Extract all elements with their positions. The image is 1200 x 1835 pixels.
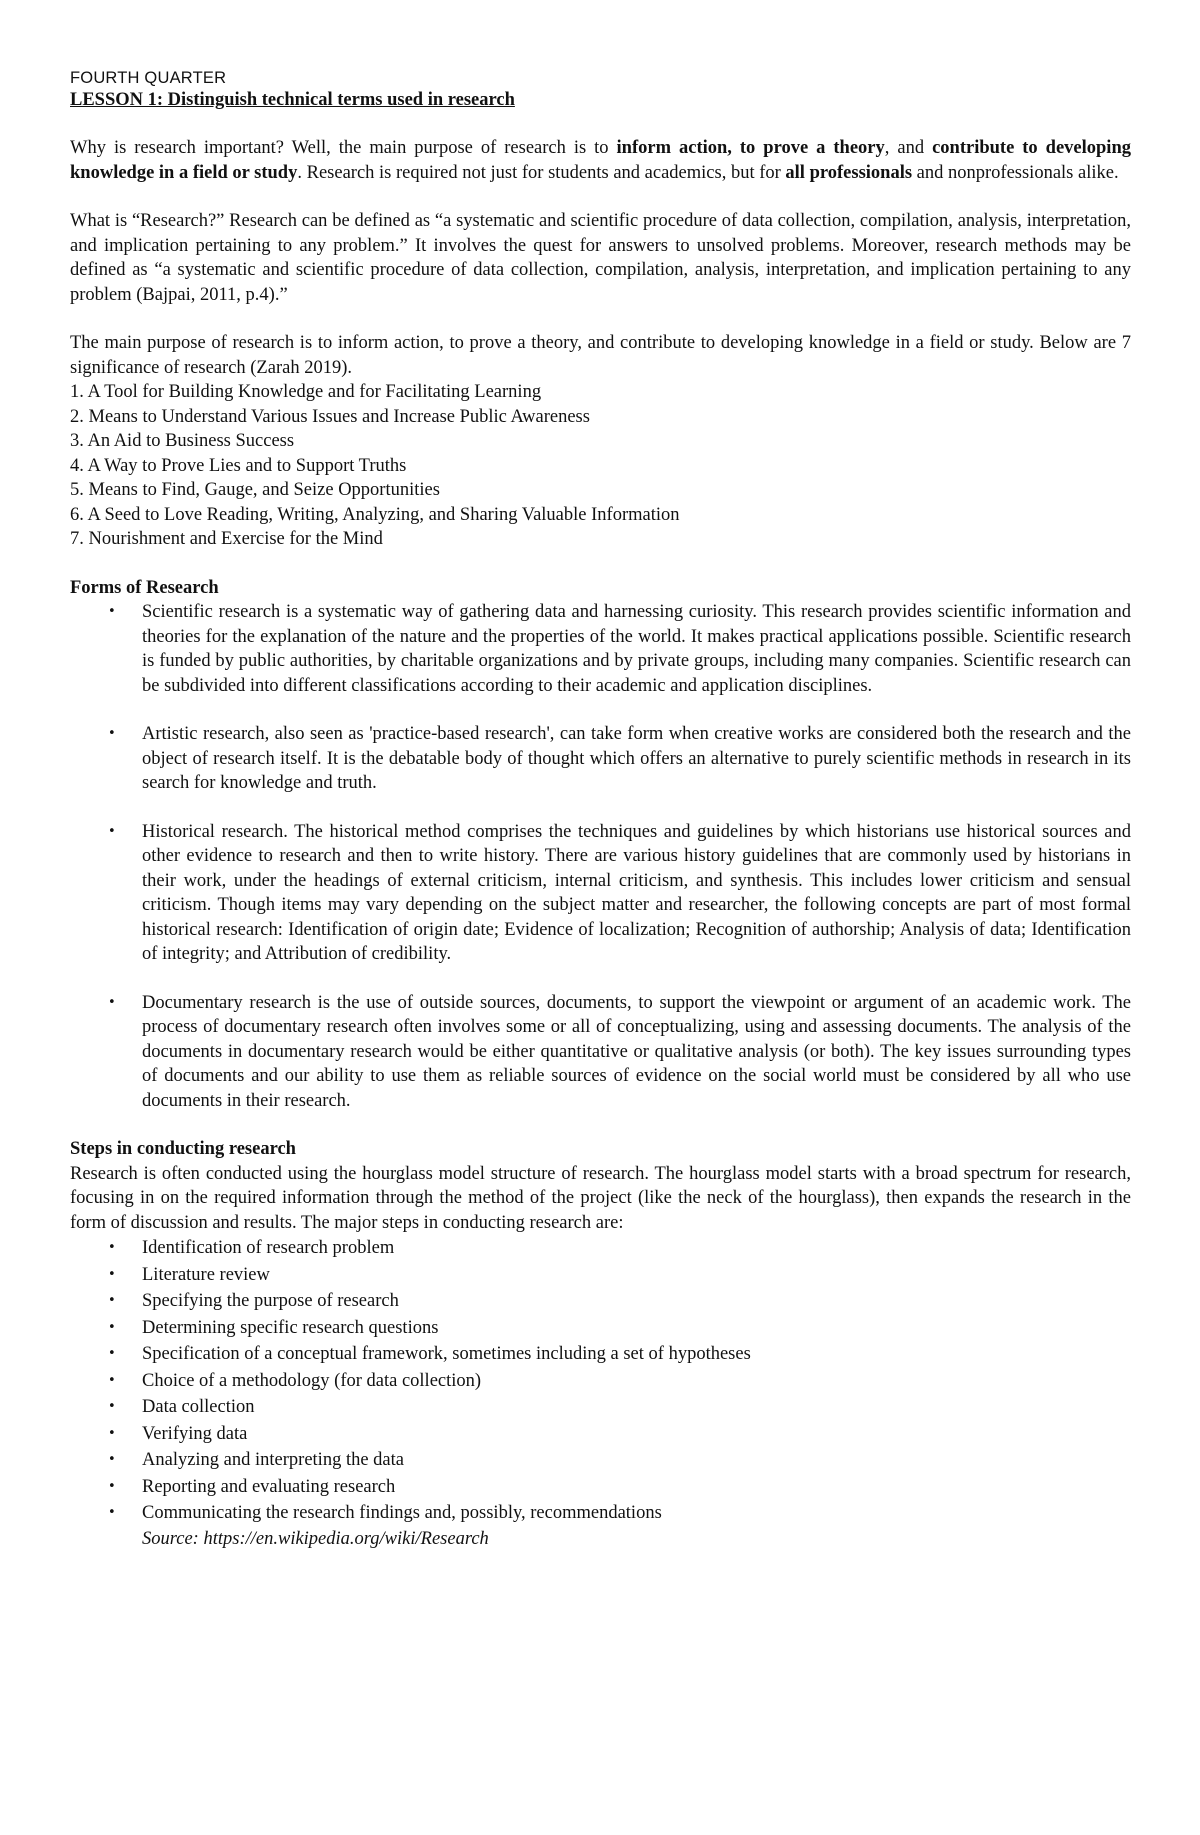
intro-text-1: Why is research important? Well, the main purpose of research is to xyxy=(70,138,617,158)
list-item: 2. Means to Understand Various Issues and Increase Public Awareness xyxy=(70,406,590,427)
bullet-icon: • xyxy=(108,1240,116,1255)
intro-text-4: and nonprofessionals alike. xyxy=(912,162,1119,183)
step-text: Reporting and evaluating research xyxy=(142,1476,396,1497)
form-text: Artistic research, also seen as 'practice-based research', can take form when creative works are considered both the research and the object of research itself. It is the debatable body of thought which offers an alternative to purely scientific methods in research in its search for knowledge and truth. xyxy=(142,724,1131,793)
step-text: Literature review xyxy=(142,1264,270,1285)
list-item xyxy=(70,991,1131,1114)
forms-heading: Forms of Research xyxy=(70,577,219,598)
bullet-icon: • xyxy=(108,1346,116,1361)
list-item: 5. Means to Find, Gauge, and Seize Opportunities xyxy=(70,480,440,500)
list-item: 6. A Seed to Love Reading, Writing, Analyzing, and Sharing Valuable Information xyxy=(70,504,680,525)
bullet-icon: • xyxy=(108,726,116,741)
definition-paragraph: What is “Research?” Research can be defined as “a systematic and scientific procedure of data collection, compilation, analysis, interpretation, and implication pertaining to any problem.” It involves the quest for answers to unsolved problems. Moreover, research methods may be defined as “a systematic and scientific procedure of data collection, compilation, analysis, interpretation, and implication pertaining to any problem (Bajpai, 2011, p.4).” xyxy=(70,211,1131,305)
form-text: Historical research. The historical method comprises the techniques and guidelines by which historians use historical sources and other evidence to research and then to write history. There are various history guidelines that are commonly used by historians in their work, under the headings of external criticism, internal criticism, and synthesis. This includes lower criticism and sensual criticism. Though items may vary depending on the subject matter and researcher, the following concepts are part of most formal historical research: Identification of origin date; Evidence of localization; Recognition of authorship; Analysis of data; Identification of integrity; and Attribution of credibility. xyxy=(142,821,1131,964)
list-item xyxy=(70,1235,1131,1262)
step-text: Analyzing and interpreting the data xyxy=(142,1450,404,1470)
list-item xyxy=(70,1500,1131,1527)
steps-list xyxy=(70,1235,1131,1527)
bullet-icon: • xyxy=(108,823,116,839)
spacer xyxy=(70,552,1131,576)
bullet-icon: • xyxy=(108,994,116,1010)
bullet-icon: • xyxy=(108,1399,116,1414)
steps-intro: Research is often conducted using the hourglass model structure of research. The hourglass model starts with a broad spectrum for research, focusing in on the required information through the method of the project (like the neck of the hourglass), then expands the research in the form of discussion and results. The major steps in conducting research are: xyxy=(70,1163,1131,1233)
intro-bold-2: contribute to developing knowledge in a field or study xyxy=(70,138,1131,183)
list-item: 3. An Aid to Business Success xyxy=(70,431,295,451)
source-citation: Source: https://en.wikipedia.org/wiki/Research xyxy=(142,1528,489,1549)
bullet-icon: • xyxy=(108,1319,116,1335)
list-item: 1. A Tool for Building Knowledge and for Facilitating Learning xyxy=(70,382,542,402)
step-text: Data collection xyxy=(142,1397,255,1417)
steps-heading: Steps in conducting research xyxy=(70,1139,296,1159)
list-item xyxy=(70,1447,1131,1474)
form-text: Documentary research is the use of outside sources, documents, to support the viewpoint or argument of an academic work. The process of documentary research often involves some or all of conceptualizing, using and assessing documents. The analysis of the documents in documentary research would be either quantitative or qualitative analysis (or both). The key issues surrounding types of documents and our ability to use them as reliable sources of evidence on the social world must be considered by all who use documents in their research. xyxy=(142,992,1131,1111)
list-item xyxy=(70,600,1131,698)
step-text: Specifying the purpose of research xyxy=(142,1291,399,1311)
list-item: 4. A Way to Prove Lies and to Support Truths xyxy=(70,455,407,476)
spacer xyxy=(70,307,1131,331)
list-item xyxy=(70,1421,1131,1448)
bullet-icon: • xyxy=(108,1478,116,1494)
list-item xyxy=(70,820,1131,967)
list-item xyxy=(70,1262,1131,1289)
bullet-icon: • xyxy=(108,1452,116,1467)
intro-text-2: , and xyxy=(884,138,933,158)
form-text: Scientific research is a systematic way of gathering data and harnessing curiosity. This research provides scientific information and theories for the explanation of the nature and the properties of the world. It makes practical applications possible. Scientific research is funded by public authorities, by charitable organizations and by private groups, including many companies. Scientific research can be subdivided into different classifications according to their academic and application disciplines. xyxy=(142,602,1131,696)
step-text: Choice of a methodology (for data collection) xyxy=(142,1370,482,1391)
purpose-paragraph: The main purpose of research is to inform action, to prove a theory, and contribute to developing knowledge in a field or study. Below are 7 significance of research (Zarah 2019). xyxy=(70,333,1131,378)
spacer xyxy=(70,185,1131,209)
intro-bold-3: all professionals xyxy=(785,162,913,183)
forms-list xyxy=(70,600,1131,1113)
step-text: Communicating the research findings and, possibly, recommendations xyxy=(142,1503,662,1523)
list-item xyxy=(70,1315,1131,1342)
significance-list xyxy=(70,380,1131,552)
step-text: Specification of a conceptual framework, sometimes including a set of hypotheses xyxy=(142,1344,751,1364)
bullet-icon: • xyxy=(108,1372,116,1388)
step-text: Verifying data xyxy=(142,1423,248,1444)
list-item: 7. Nourishment and Exercise for the Mind xyxy=(70,529,383,549)
lesson-title: LESSON 1: Distinguish technical terms used in research xyxy=(70,90,515,110)
step-text: Determining specific research questions xyxy=(142,1317,439,1338)
list-item xyxy=(70,1368,1131,1395)
list-item xyxy=(70,1474,1131,1501)
list-item xyxy=(70,1288,1131,1315)
list-item xyxy=(70,1341,1131,1368)
intro-paragraph xyxy=(70,136,1131,185)
bullet-icon: • xyxy=(108,1505,116,1520)
bullet-icon: • xyxy=(108,604,116,619)
list-item xyxy=(70,722,1131,796)
step-text: Identification of research problem xyxy=(142,1238,395,1258)
quarter-label: FOURTH QUARTER xyxy=(70,69,227,87)
bullet-icon: • xyxy=(108,1293,116,1308)
bullet-icon: • xyxy=(108,1266,116,1282)
intro-text-3: . Research is required not just for students and academics, but for xyxy=(297,162,786,183)
intro-bold-1: inform action, to prove a theory xyxy=(616,138,885,158)
list-item xyxy=(70,1394,1131,1421)
bullet-icon: • xyxy=(108,1425,116,1441)
